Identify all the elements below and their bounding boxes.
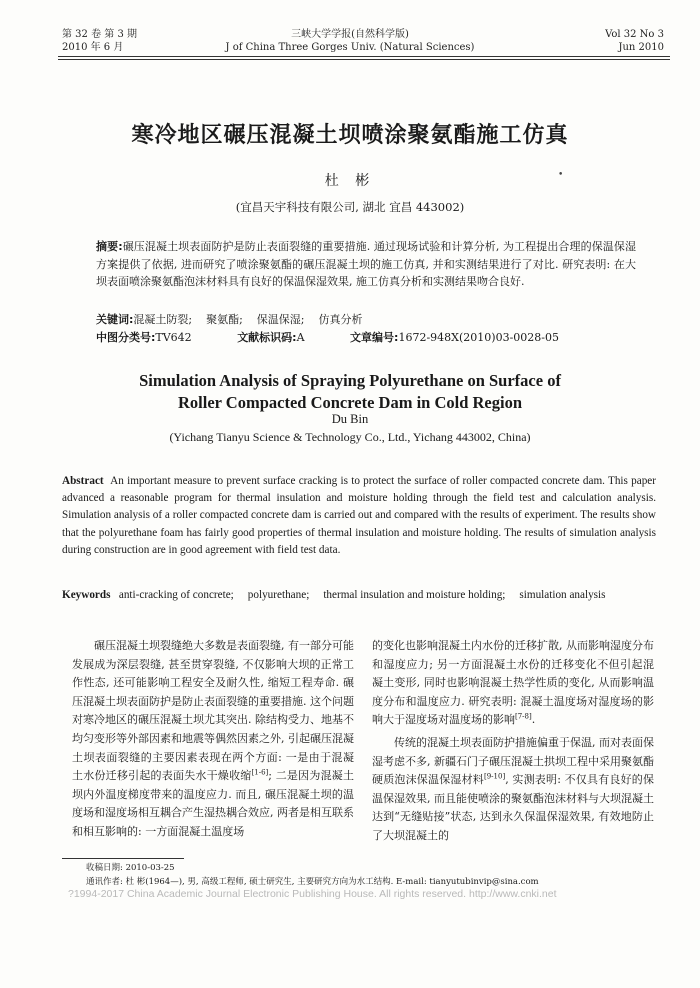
clc-item bbox=[96, 331, 192, 344]
body-text: 碾压混凝土坝裂缝绝大多数是表面裂缝, 有一部分可能发展成为深层裂缝, 甚至贯穿裂缝, 不仅影响大坝的正常工作性态, 还可能影响工程安全及耐久性, 缩短工程寿命. 碾压混凝土坝表面防护是防止表面裂缝的重要措施. 这个问题对寒冷地区的碾压混凝土坝尤其突出. 除结构受力、地基不均匀变形等外部因素和地震等偶然因素之外, 引起碾压混凝土坝表面裂缝的主要因素表现在两个方面: 一是由于混凝土水份迁移引起的表面失水干燥收缩 bbox=[72, 639, 354, 783]
article-no-value: 1672-948X(2010)03-0028-05 bbox=[398, 331, 559, 344]
clc-label: 中图分类号: bbox=[96, 331, 156, 344]
citation: [7-8] bbox=[515, 712, 532, 721]
article-no-label: 文章编号: bbox=[350, 331, 399, 344]
clc-value: TV642 bbox=[155, 331, 192, 344]
body-text: , 实测表明: 不仅具有良好的保温保湿效果, 而且能使喷涂的聚氨酯泡沫材料与大坝混凝土达到“无缝贴接”状态, 达到永久保温保湿效果, 有效地防止了大坝混凝土的 bbox=[372, 773, 654, 842]
abstract-label-cn: 摘要: bbox=[96, 240, 123, 253]
volume-issue: 第 32 卷 第 3 期 bbox=[62, 29, 137, 40]
abstract-en bbox=[62, 473, 656, 559]
title-line-1: Simulation Analysis of Spraying Polyurethane on Surface of bbox=[139, 371, 561, 390]
keywords-cn bbox=[96, 312, 636, 328]
journal-name-cn: 三峡大学学报(自然科学版) bbox=[291, 29, 409, 40]
header-rule-top bbox=[58, 56, 670, 57]
doc-code-label: 文献标识码: bbox=[237, 331, 297, 344]
body-paragraph bbox=[72, 637, 354, 842]
abstract-text-en: An important measure to prevent surface cracking is to protect the surface of roller compacted concrete dam. This paper advanced a reasonable program for thermal insulation and moisture holding through the field test and calculation analysis. Simulation analysis of a roller compacted concrete dam is carried out and compared with the results of experiment. The results show that the polyurethane foam has fairly good properties of thermal insulation and moisture holding. The results of simulation analysis during construction are in good agreement with field test data. bbox=[62, 475, 656, 556]
affiliation-en: (Yichang Tianyu Science & Technology Co., Ltd., Yichang 443002, China) bbox=[169, 430, 531, 444]
citation: [1-6] bbox=[251, 768, 269, 777]
body-column-right bbox=[372, 637, 654, 846]
keywords-text-cn: 混凝土防裂; 聚氨酯; 保温保湿; 仿真分析 bbox=[133, 313, 363, 326]
keyword-item: anti-cracking of concrete; bbox=[118, 589, 234, 601]
keyword-item: simulation analysis bbox=[519, 589, 606, 601]
citation: [9-10] bbox=[484, 772, 506, 781]
keywords-label-en: Keywords bbox=[62, 589, 111, 601]
publication-date-en: Jun 2010 bbox=[618, 42, 664, 53]
keywords-list-en bbox=[119, 589, 620, 601]
author-name-en: Du Bin bbox=[331, 412, 369, 426]
article-no-item bbox=[350, 331, 559, 344]
running-header-center bbox=[0, 28, 700, 54]
author-intro: 通讯作者: 杜 彬(1964—), 男, 高级工程师, 硕士研究生, 主要研究方向为水工结构. E-mail: tianyutubinvip@sina.com bbox=[86, 877, 539, 887]
classification-line bbox=[96, 330, 656, 346]
keywords-en bbox=[62, 587, 656, 604]
body-text: ; 二是因为混凝土坝内外温度梯度带来的温度应力. 而且, 碾压混凝土坝的温度场和湿度场相互耦合产生湿热耦合效应, 两者是相互联系和相互影响的: 一方面混凝土温度场 bbox=[72, 769, 355, 838]
received-date: 收稿日期: 2010-03-25 bbox=[86, 863, 175, 873]
affiliation-cn: (宜昌天宇科技有限公司, 湖北 宜昌 443002) bbox=[235, 200, 465, 214]
body-text: . bbox=[531, 713, 536, 727]
doc-code-item bbox=[237, 331, 304, 344]
keywords-label-cn: 关键词: bbox=[96, 313, 134, 326]
keyword-item: polyurethane; bbox=[247, 589, 310, 601]
paper-title-cn: 寒冷地区碾压混凝土坝喷涂聚氨酯施工仿真 bbox=[131, 123, 569, 148]
abstract-label-en: Abstract bbox=[62, 475, 104, 487]
abstract-cn bbox=[96, 238, 636, 291]
doc-code-value: A bbox=[296, 331, 305, 344]
cnki-watermark: ?1994-2017 China Academic Journal Electronic Publishing House. All rights reserved. http://www.cnki.net bbox=[68, 888, 557, 900]
abstract-text-cn: 碾压混凝土坝表面防护是防止表面裂缝的重要措施. 通过现场试验和计算分析, 为工程提出合理的保温保湿方案提供了依据, 进而研究了喷涂聚氨酯的碾压混凝土坝的施工仿真, 并和实测结果进行了对比. 研究表明: 在大坝表面喷涂聚氨酯泡沫材料具有良好的保温保湿效果, 施工仿真分析和实测结果吻合良好. bbox=[96, 240, 636, 288]
body-text: 的变化也影响混凝土内水份的迁移扩散, 从而影响湿度分布和湿度应力; 另一方面混凝土水份的迁移变化不但引起混凝土变形, 同时也影响混凝土热学性质的变化, 从而影响温度分布和温度应力. 研究表明: 混凝土温度场对湿度场的影响大于湿度场对温度场的影响 bbox=[372, 639, 654, 727]
keyword-item: thermal insulation and moisture holding; bbox=[323, 589, 506, 601]
stray-mark: • bbox=[558, 170, 564, 180]
volume-issue-en: Vol 32 No 3 bbox=[605, 29, 664, 40]
publication-date: 2010 年 6 月 bbox=[62, 42, 124, 53]
running-header-right bbox=[605, 28, 664, 54]
header-rule-bottom bbox=[58, 59, 670, 60]
body-paragraph bbox=[372, 734, 654, 846]
title-line-2: Roller Compacted Concrete Dam in Cold Region bbox=[177, 393, 523, 412]
footnote-rule bbox=[62, 858, 184, 859]
paper-title-en bbox=[0, 370, 700, 414]
body-text: 传统的混凝土坝表面防护措施偏重于保温, 而对表面保湿考虑不多, 新疆石门子碾压混凝土拱坝工程中采用聚氨酯硬质泡沫保温保湿材料 bbox=[372, 735, 654, 787]
journal-name-en: J of China Three Gorges Univ. (Natural Sciences) bbox=[225, 42, 475, 53]
body-paragraph bbox=[372, 637, 654, 730]
body-column-left bbox=[72, 637, 354, 842]
author-name-cn: 杜 彬 bbox=[324, 173, 376, 189]
